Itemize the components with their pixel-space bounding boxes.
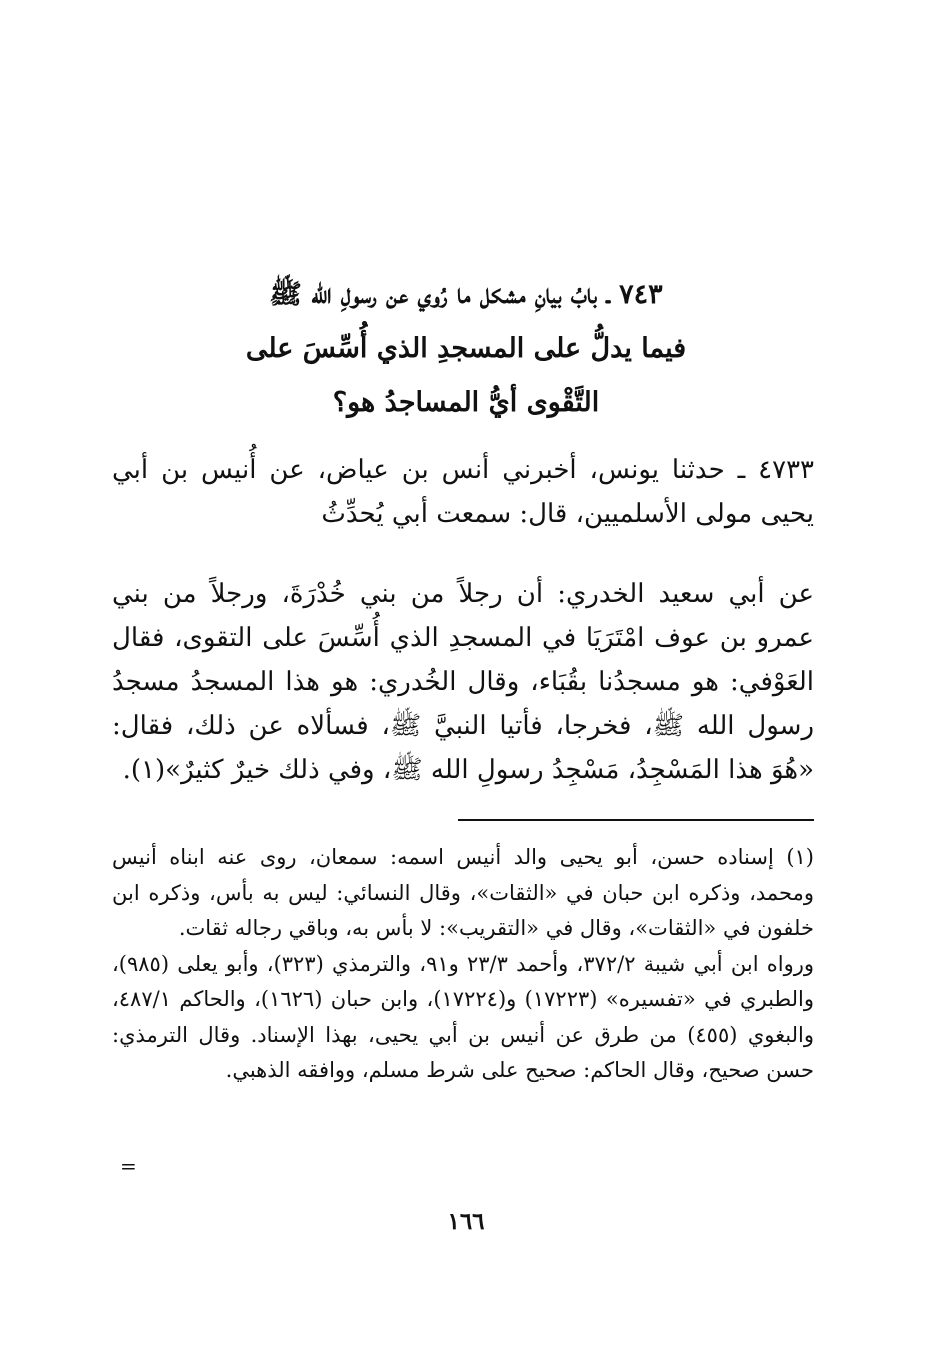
chapter-heading — [110, 268, 822, 430]
chapter-title-line-1: ٧٤٣ ـ بابُ بيانِ مشكل ما رُوي عن رسولِ الله ﷺ — [269, 279, 663, 310]
chapter-title-line-2: فيما يدلُّ على المسجدِ الذي أُسِّسَ على — [245, 333, 687, 364]
hadith-isnad: ٤٧٣٣ ـ حدثنا يونس، أخبرني أنس بن عياض، عن أُنيس بن أبي يحيى مولى الأسلميين، قال: سمعت أبي يُحدِّثُ — [112, 455, 814, 529]
footnote-separator — [458, 819, 814, 821]
hadith-matn: عن أبي سعيد الخدري: أن رجلاً من بني خُدْرَةَ، ورجلاً من بني عمرو بن عوف امْتَرَيَا في المسجدِ الذي أُسِّسَ على التقوى، فقال العَوْفي: هو مسجدُنا بقُبَاء، وقال الخُدري: هو هذا المسجدُ مسجدُ رسول الله ﷺ، فخرجا، فأتيا النبيَّ ﷺ، فسألاه عن ذلك، فقال: «هُوَ هذا المَسْجِدُ، مَسْجِدُ رسولِ الله ﷺ، وفي ذلك خيرٌ كثيرٌ»(١). — [112, 579, 814, 785]
continuation-mark: = — [120, 1154, 137, 1178]
footnote-1: (١) إسناده حسن، أبو يحيى والد أنيس اسمه: سمعان، روى عنه ابناه أنيس ومحمد، وذكره ابن حبان في «الثقات»، وقال النسائي: ليس به بأس، وذكره ابن خلفون في «الثقات»، وقال في «التقريب»: لا بأس به، وباقي رجاله ثقات. — [112, 845, 814, 940]
footnote-1-continued: ورواه ابن أبي شيبة ٣٧٢/٢، وأحمد ٢٣/٣ و٩١، والترمذي (٣٢٣)، وأبو يعلى (٩٨٥)، والطبري في «تفسيره» (١٧٢٢٣) و(١٧٢٢٤)، وابن حبان (١٦٢٦)، والحاكم ٤٨٧/١، والبغوي (٤٥٥) من طرق عن أنيس بن أبي يحيى، بهذا الإسناد. وقال الترمذي: حسن صحيح، وقال الحاكم: صحيح على شرط مسلم، ووافقه الذهبي. — [112, 951, 815, 1082]
chapter-title-line-3: التَّقْوى أيُّ المساجدُ هو؟ — [332, 387, 600, 418]
footnotes — [112, 840, 814, 1089]
hadith-text — [112, 448, 814, 792]
page-number: ١٦٦ — [447, 1208, 485, 1235]
